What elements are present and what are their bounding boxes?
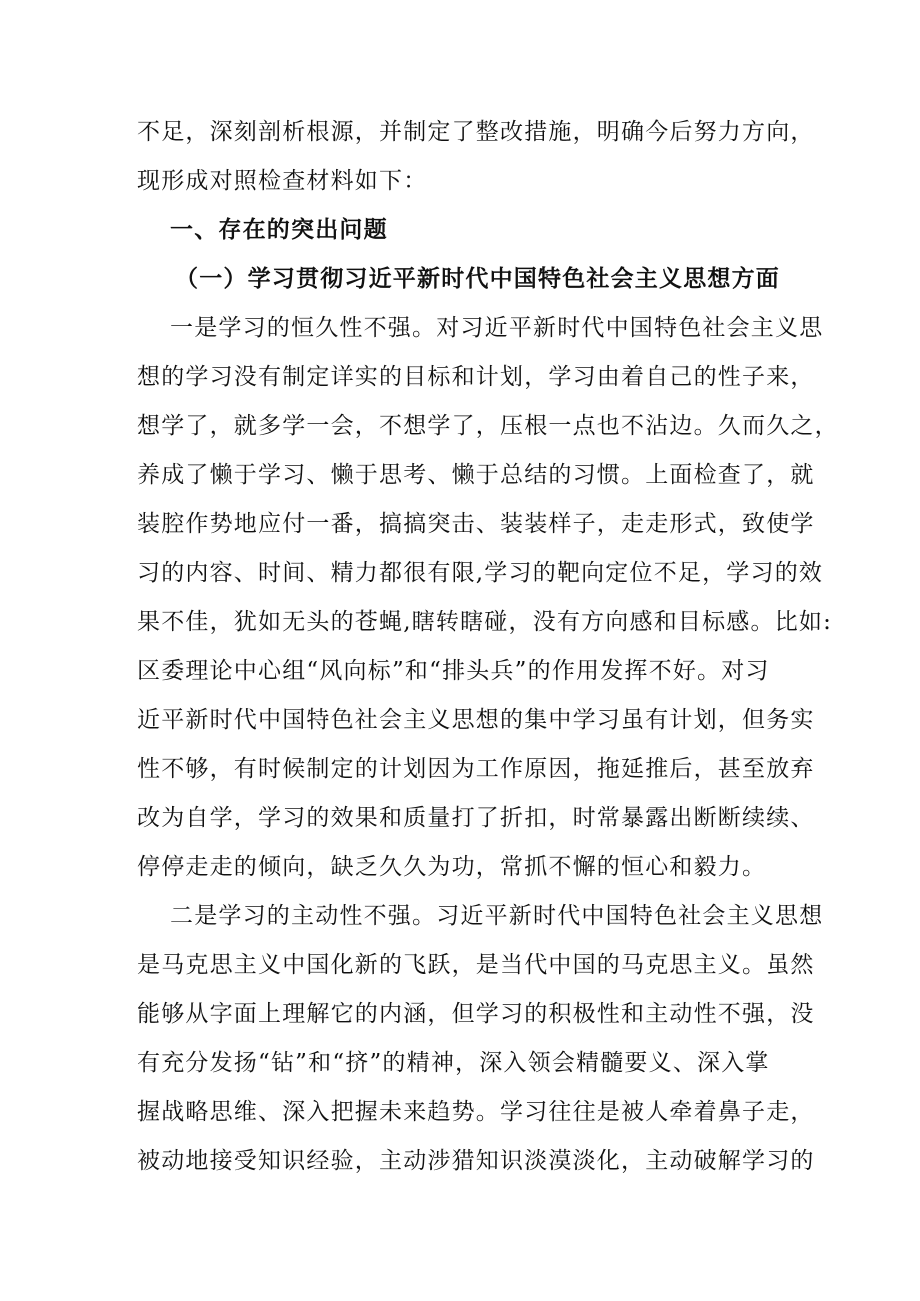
paragraph-line: 果不佳，犹如无头的苍蝇,瞎转瞎碰，没有方向感和目标感。比如: [137, 609, 833, 635]
paragraph-line: 现形成对照检查材料如下： [137, 168, 428, 194]
paragraph-line: 是马克思主义中国化新的飞跃，是当代中国的马克思主义。虽然 [137, 952, 815, 978]
paragraph-line: 想的学习没有制定详实的目标和计划，学习由着自己的性子来， [137, 364, 815, 390]
paragraph-line: 区委理论中心组“风向标”和“排头兵”的作用发挥不好。对习 [137, 658, 770, 684]
paragraph-line: 被动地接受知识经验，主动涉猎知识淡漠淡化，主动破解学习的 [137, 1148, 815, 1174]
paragraph-line: 一是学习的恒久性不强。对习近平新时代中国特色社会主义思 [170, 315, 824, 341]
paragraph-line: 习的内容、时间、精力都很有限,学习的靶向定位不足，学习的效 [137, 560, 824, 586]
paragraph-line: 养成了懒于学习、懒于思考、懒于总结的习惯。上面检查了，就 [137, 462, 815, 488]
paragraph-line: 近平新时代中国特色社会主义思想的集中学习虽有计划，但务实 [137, 707, 815, 733]
paragraph-line: 能够从字面上理解它的内涵，但学习的积极性和主动性不强，没 [137, 1001, 815, 1027]
section-heading: 一、存在的突出问题 [170, 216, 388, 243]
paragraph-line: 想学了，就多学一会，不想学了，压根一点也不沾边。久而久之， [137, 413, 839, 439]
subsection-heading: （一）学习贯彻习近平新时代中国特色社会主义思想方面 [175, 265, 780, 292]
paragraph-line: 停停走走的倾向，缺乏久久为功，常抓不懈的恒心和毅力。 [137, 854, 767, 880]
paragraph-line: 性不够，有时候制定的计划因为工作原因，拖延推后，甚至放弃 [137, 756, 815, 782]
paragraph-line: 装腔作势地应付一番，搞搞突击、装装样子，走走形式，致使学 [137, 511, 815, 537]
paragraph-line: 不足，深刻剖析根源，并制定了整改措施，明确今后努力方向， [137, 119, 815, 145]
paragraph-line: 握战略思维、深入把握未来趋势。学习往往是被人牵着鼻子走， [137, 1099, 815, 1125]
paragraph-line: 有充分发扬“钻”和“挤”的精神，深入领会精髓要义、深入掌 [137, 1050, 770, 1076]
paragraph-line: 二是学习的主动性不强。习近平新时代中国特色社会主义思想 [170, 903, 824, 929]
paragraph-line: 改为自学，学习的效果和质量打了折扣，时常暴露出断断续续、 [137, 805, 815, 831]
